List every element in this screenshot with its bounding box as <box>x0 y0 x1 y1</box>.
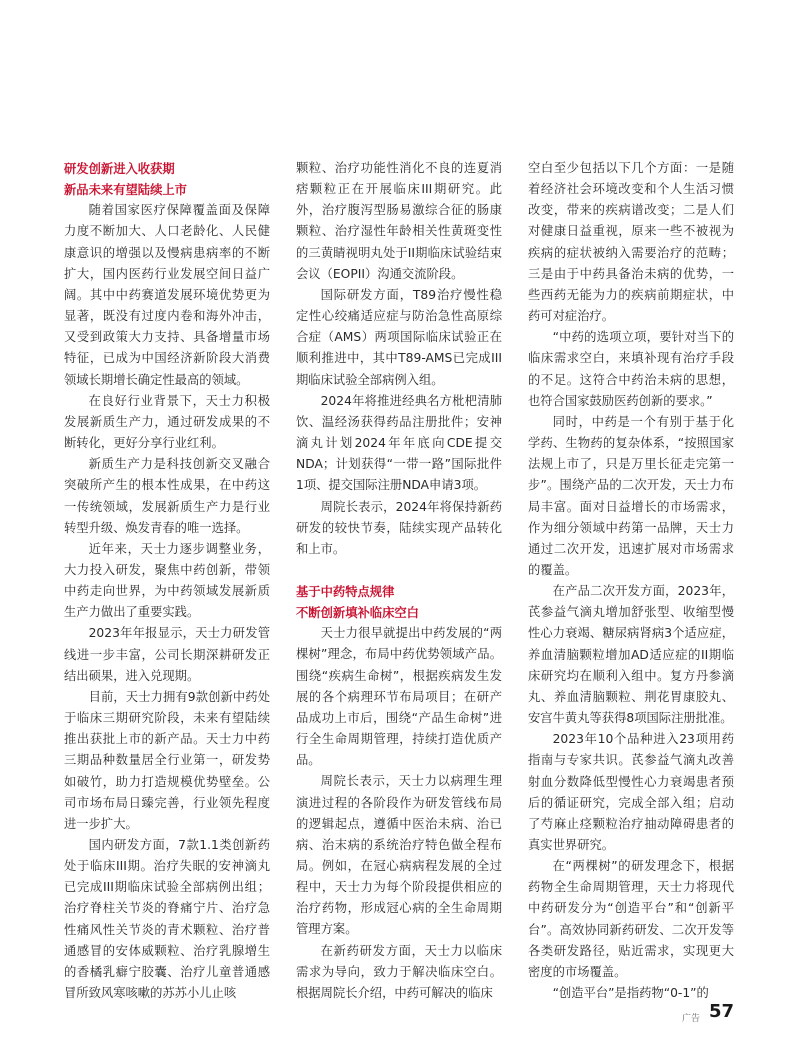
body-paragraph: 国际研发方面，T89治疗慢性稳定性心绞痛适应症与防治急性高原综合症（AMS）两项国际临床试验正在顺利推进中，其中T89-AMS已完成III期临床试验全部病例入组。 <box>296 287 502 387</box>
body-paragraph: 随着国家医疗保障覆盖面及保障力度不断加大、人口老龄化、人民健康意识的增强以及慢病患病率的不断扩大，国内医药行业发展空间日益广阔。其中中药赛道发展环境优势更为显著，既没有过度内卷和海外冲击，又受到政策大力支持、具备增量市场特征，已成为中国经济新阶段大消费领域长期增长确定性最高的领域。 <box>64 203 270 387</box>
body-paragraph: 周院长表示，2024年将保持新药研发的较快节奏，陆续实现产品转化和上市。 <box>296 499 502 556</box>
body-paragraph: 颗粒、治疗功能性消化不良的连夏消痞颗粒正在开展临床III期研究。此外，治疗腹泻型肠易激综合征的肠康颗粒、治疗湿性年龄相关性黄斑变性的三黄睛视明丸处于II期临床试验结束会议（EOPII）沟通交流阶段。 <box>296 161 502 281</box>
body-paragraph: “创造平台”是指药物“0-1”的 <box>552 986 709 1001</box>
column-1 <box>64 158 270 1004</box>
body-paragraph: “中药的选项立项，要针对当下的临床需求空白，来填补现有治疗手段的不足。这符合中药治未病的思想，也符合国家鼓励医药创新的要求。” <box>528 330 734 408</box>
body-paragraph: 2023年年报显示，天士力研发管线进一步丰富，公司长期深耕研发正结出硕果，进入兑现期。 <box>64 626 270 683</box>
body-paragraph: 天士力很早就提出中药发展的“两棵树”理念，布局中药优势领域产品。围绕“疾病生命树”，根据疾病发生发展的各个病理环节布局项目；在研产品成功上市后，围绕“产品生命树”进行全生命周期管理，持续打造优质产品。 <box>296 626 502 768</box>
section-subheading: 不断创新填补临床空白 <box>296 605 419 621</box>
body-paragraph: 近年来，天士力逐步调整业务，大力投入研发，聚焦中药创新，带领中药走向世界，为中药领域发展新质生产力做出了重要实践。 <box>64 541 270 620</box>
body-paragraph: 在良好行业背景下，天士力积极发展新质生产力，通过研发成果的不断转化，更好分享行业红利。 <box>64 393 270 451</box>
section-heading: 基于中药特点规律 <box>296 583 395 599</box>
body-paragraph: 在新药研发方面，天士力以临床需求为导向，致力于解决临床空白。根据周院长介绍，中药可解决的临床 <box>296 943 502 1000</box>
body-paragraph: 在“两棵树”的研发理念下，根据药物全生命周期管理，天士力将现代中药研发分为“创造平台”和“创新平台”。高效协同新药研发、二次开发等各类研发路径，贴近需求，实现更大密度的市场覆盖。 <box>528 859 734 979</box>
column-3 <box>528 158 734 1004</box>
advertisement-label: 广告 <box>682 1014 701 1024</box>
section-subheading: 新品未来有望陆续上市 <box>64 182 187 198</box>
body-paragraph: 空白至少包括以下几个方面：一是随着经济社会环境改变和个人生活习惯改变，带来的疾病谱改变；二是人们对健康日益重视，原来一些不被视为疾病的症状被纳入需要治疗的范畴；三是由于中药具备治未病的优势，一些西药无能为力的疾病前期症状，中药可对症治疗。 <box>528 161 734 324</box>
body-paragraph: 周院长表示，天士力以病理生理演进过程的各阶段作为研发管线布局的逻辑起点，遵循中医治未病、治已病、治末病的系统治疗特色做全程布局。例如，在冠心病病程发展的全过程中，天士力为每个阶段提供相应的治疗药物，形成冠心病的全生命周期管理方案。 <box>296 774 502 937</box>
body-paragraph: 国内研发方面，7款1.1类创新药处于临床III期。治疗失眠的安神滴丸已完成III期临床试验全部病例出组；治疗脊柱关节炎的脊痛宁片、治疗急性痛风性关节炎的青术颗粒、治疗普通感冒的安体威颗粒、治疗乳腺增生的香橘乳癖宁胶囊、治疗儿童普通感冒所致风寒咳嗽的苏苏小儿止咳 <box>64 838 270 1001</box>
body-paragraph: 同时，中药是一个有别于基于化学药、生物药的复杂体系，“按照国家法规上市了，只是万里长征走完第一步”。围绕产品的二次开发，天士力布局丰富。面对日益增长的市场需求，作为细分领域中药第一品牌，天士力通过二次开发，迅速扩展对市场需求的覆盖。 <box>528 414 734 577</box>
body-paragraph: 在产品二次开发方面，2023年，芪参益气滴丸增加舒张型、收缩型慢性心力衰竭、糖尿病肾病3个适应症，养血清脑颗粒增加AD适应症的II期临床研究均在顺利入组中。复方丹参滴丸、养血清脑颗粒、荆花胃康胶丸、安宫牛黄丸等获得8项国际注册批准。 <box>528 584 734 726</box>
section-heading: 研发创新进入收获期 <box>64 161 175 176</box>
body-paragraph: 2023年10个品种进入23项用药指南与专家共识。芪参益气滴丸改善射血分数降低型慢性心力衰竭患者预后的循证研究，完成全部入组；启动了芍麻止痉颗粒治疗抽动障碍患者的真实世界研究。 <box>528 732 734 852</box>
body-paragraph: 2024年将推进经典名方枇杷清肺饮、温经汤获得药品注册批件；安神滴丸计划2024年年底向CDE提交NDA；计划获得“一带一路”国际批件1项、提交国际注册NDA申请3项。 <box>296 393 502 493</box>
body-paragraph: 新质生产力是科技创新交叉融合突破所产生的根本性成果，在中药这一传统领域，发展新质生产力是行业转型升级、焕发青春的唯一选择。 <box>64 457 270 535</box>
body-paragraph: 目前，天士力拥有9款创新中药处于临床三期研究阶段，未来有望陆续推出获批上市的新产品。天士力中药三期品种数量居全行业第一，研发势如破竹，助力打造规模优势壁垒。公司市场布局日臻完善，行业领先程度进一步扩大。 <box>64 689 270 831</box>
page-number: 57 <box>709 1001 735 1022</box>
column-2 <box>296 158 502 1004</box>
